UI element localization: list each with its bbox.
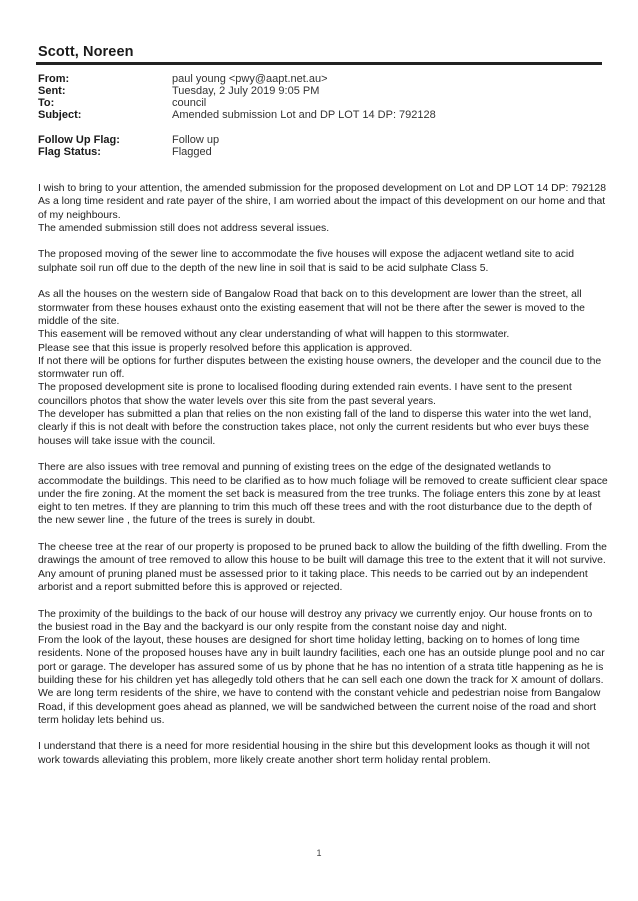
to-value: council [172,97,207,109]
paragraph-gap [38,727,608,740]
paragraph-gap [38,235,608,248]
body-paragraph: I wish to bring to your attention, the amended submission for the proposed development on Lot and DP LOT 14 DP: 792128 As a long time resident and rate payer of the shire, I am worried about the impact of this development on our home and that of my neighbours. [38,183,606,221]
header-divider [36,62,602,65]
subject-label: Subject: [38,109,82,121]
body-paragraph: There are also issues with tree removal and punning of existing trees on the edge of the designated wetlands to accommodate the buildings. This need to be clarified as to how much foliage will be removed to create sufficient clear space under the fire zoning. At the moment the set back is measured from the tree trunks. The foliage enters this zone by at least eight to ten metres. If they are planning to trim this much off these trees and with the root disturbance due to the depth of the new sewer line , the future of the trees is surely in doubt. [38,462,608,527]
to-label: To: [38,97,55,109]
paragraph-gap [38,275,608,288]
body-paragraph: Please see that this issue is properly resolved before this application is approved. [38,342,413,354]
follow-up-flag-label: Follow Up Flag: [38,134,120,146]
body-paragraph: I understand that there is a need for more residential housing in the shire but this development looks as though it will not work towards alleviating this problem, more likely create another short term holiday rental problem. [38,741,590,766]
from-label: From: [38,73,70,85]
sent-label: Sent: [38,85,66,97]
page-number: 1 [316,848,322,858]
body-paragraph: This easement will be removed without any clear understanding of what will happen to this stormwater. [38,329,510,341]
from-value[interactable]: paul young <pwy@aapt.net.au> [172,73,328,85]
paragraph-gap [38,594,608,607]
body-paragraph: The proposed moving of the sewer line to accommodate the five houses will expose the adjacent wetland site to acid sulphate soil run off due to the depth of the new line in soil that is said to be acid sulphate Class 5. [38,249,575,274]
paragraph-gap [38,448,608,461]
body-paragraph: From the look of the layout, these houses are designed for short time holiday letting, backing on to homes of long time residents. None of the proposed houses have any in built laundry facilities, each one has an outside plunge pool and no car port or garage. The developer has assured some of us by phone that he has no intention of a strata title happening as he is building these for his children yet has allegedly told others that he can sell each one down the track for X amount of dollars. [38,635,605,686]
body-paragraph: The cheese tree at the rear of our property is proposed to be pruned back to allow the building of the fifth dwelling. From the drawings the amount of tree removed to allow this house to be built will damage this tree to the extent that it will not survive. Any amount of pruning planed must be assessed prior to it taking place. This needs to be carried out by an independent arborist and a report submitted before this is approved or rejected. [38,542,607,593]
flag-status-value: Flagged [172,146,212,158]
subject-value: Amended submission Lot and DP LOT 14 DP: 792128 [172,109,436,121]
body-paragraph: The proximity of the buildings to the back of our house will destroy any privacy we currently enjoy. Our house fronts on to the busiest road in the Bay and the backyard is our only respite from the constant noise day and night. [38,608,593,633]
body-paragraph: The developer has submitted a plan that relies on the non existing fall of the land to disperse this water into the wet land, clearly if this is not dealt with before the construction takes place, not only the current residents but who ever buys these houses will take issue with the council. [38,409,592,447]
follow-up-flag-value: Follow up [172,134,220,146]
flag-status-label: Flag Status: [38,146,101,158]
body-paragraph: The proposed development site is prone to localised flooding during extended rain events. I have sent to the present councillors photos that show the water levels over this site from the past several years. [38,382,572,407]
body-paragraph: We are long term residents of the shire, we have to contend with the constant vehicle and pedestrian noise from Bangalow Road, if this development goes ahead as planned, we will be sandwiched between the current noise of the road and short term holiday lets behind us. [38,688,601,726]
email-body [38,182,608,767]
mailbox-owner-name: Scott, Noreen [38,44,134,60]
body-paragraph: The amended submission still does not address several issues. [38,222,330,234]
body-paragraph: If not there will be options for further disputes between the existing house owners, the developer and the council due to the stormwater run off. [38,355,602,381]
body-paragraph: As all the houses on the western side of Bangalow Road that back on to this development are lower than the street, all stormwater from these houses exhaust onto the existing easement that will not be there after the sewer is moved to the middle of the site. [38,289,585,327]
paragraph-gap [38,528,608,541]
sent-value: Tuesday, 2 July 2019 9:05 PM [172,85,320,97]
